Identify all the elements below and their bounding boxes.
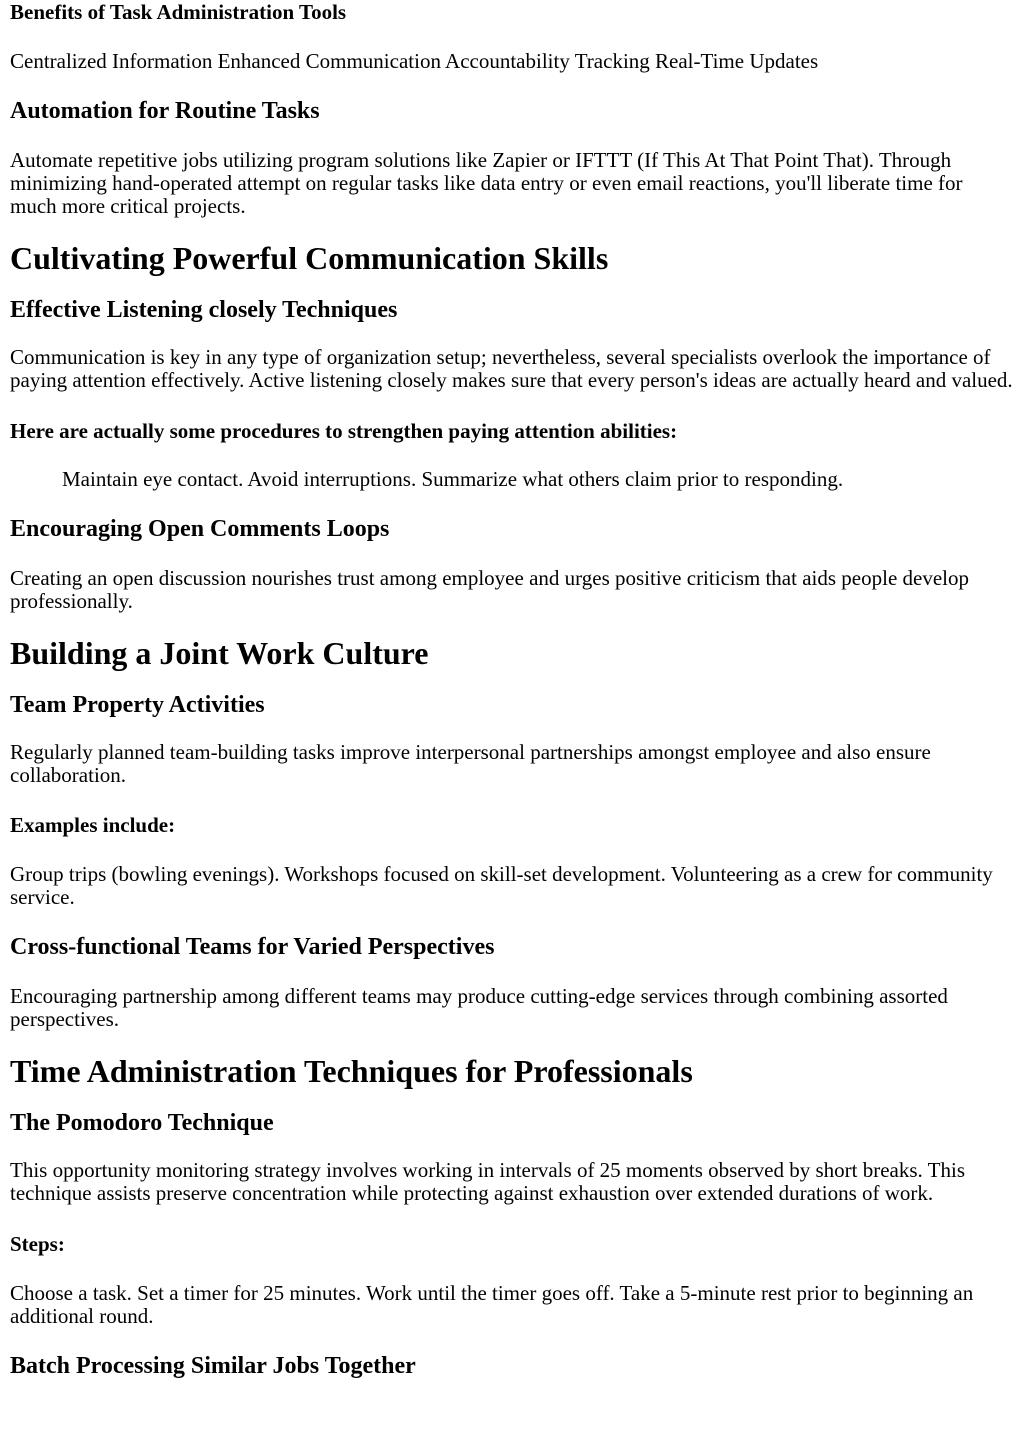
- paragraph-team-activities: Regularly planned team-building tasks improve interpersonal partnerships amongst employee and also ensure collaboration.: [10, 740, 931, 787]
- paragraph-benefits-list: Centralized Information Enhanced Communication Accountability Tracking Real-Time Updates: [10, 49, 819, 73]
- heading-automation: Automation for Routine Tasks: [10, 98, 320, 124]
- heading-listening-techniques: Effective Listening closely Techniques: [10, 297, 398, 323]
- paragraph-feedback: Creating an open discussion nourishes trust among employee and urges positive criticism that aids people develop professionally.: [10, 566, 969, 613]
- paragraph-pomodoro: This opportunity monitoring strategy involves working in intervals of 25 moments observed by short breaks. This technique assists preserve concentration while protecting against exhaustion over extended durations of work.: [10, 1158, 965, 1205]
- paragraph-examples: Group trips (bowling evenings). Workshops focused on skill-set development. Volunteering as a crew for community service.: [10, 862, 993, 909]
- paragraph-cross-functional: Encouraging partnership among different teams may produce cutting-edge services through combining assorted perspectives.: [10, 984, 948, 1031]
- heading-pomodoro: The Pomodoro Technique: [10, 1110, 274, 1136]
- heading-communication-skills: Cultivating Powerful Communication Skills: [10, 240, 609, 276]
- paragraph-steps: Choose a task. Set a timer for 25 minutes. Work until the timer goes off. Take a 5-minute rest prior to beginning an additional round.: [10, 1281, 974, 1328]
- heading-listening-procedures: Here are actually some procedures to strengthen paying attention abilities:: [10, 419, 678, 443]
- heading-work-culture: Building a Joint Work Culture: [10, 635, 429, 671]
- heading-examples: Examples include:: [10, 813, 176, 837]
- heading-feedback-loops: Encouraging Open Comments Loops: [10, 516, 390, 542]
- heading-steps: Steps:: [10, 1232, 65, 1256]
- list-listening-procedures: Maintain eye contact. Avoid interruptions. Summarize what others claim prior to responding.: [62, 467, 844, 491]
- heading-batch-processing: Batch Processing Similar Jobs Together: [10, 1353, 416, 1379]
- paragraph-automation: Automate repetitive jobs utilizing program solutions like Zapier or IFTTT (If This At That Point That). Through minimizing hand-operated attempt on regular tasks like data entry or even email reactions, you'll liberate time for much more critical projects.: [10, 148, 963, 218]
- heading-cross-functional: Cross-functional Teams for Varied Perspectives: [10, 934, 495, 960]
- heading-time-administration: Time Administration Techniques for Professionals: [10, 1053, 693, 1089]
- paragraph-listening: Communication is key in any type of organization setup; nevertheless, several specialists overlook the importance of paying attention effectively. Active listening closely makes sure that every person's ideas are actually heard and valued.: [10, 345, 1013, 392]
- heading-team-activities: Team Property Activities: [10, 692, 265, 718]
- heading-benefits-task-tools: Benefits of Task Administration Tools: [10, 0, 347, 24]
